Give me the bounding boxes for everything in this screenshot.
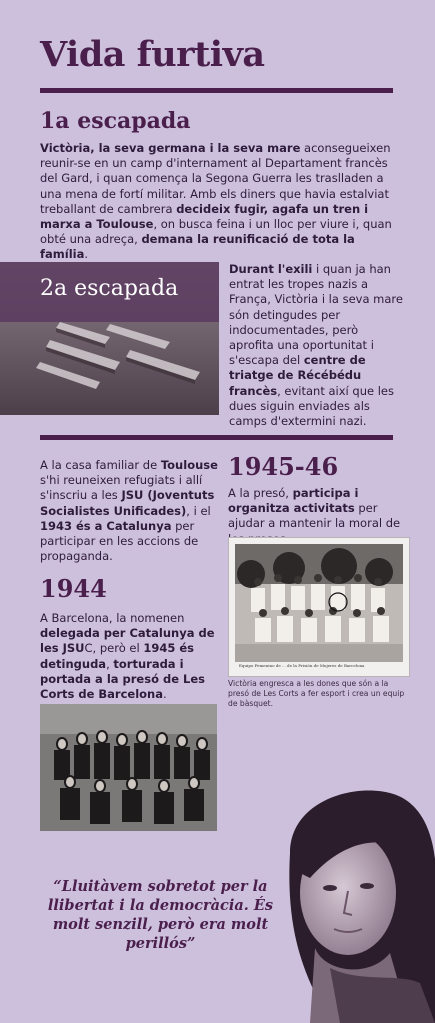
text-run: . xyxy=(163,687,167,702)
text-run: torturada i portada a la presó de Les Corts de Barcelona xyxy=(40,656,205,702)
photo-printed-caption: Equipo Femenino de ... de la Prisión de Mujeres de Barcelona xyxy=(239,663,365,668)
text-run: Toulouse xyxy=(160,458,218,472)
text-run: per ajudar a mantenir la moral de xyxy=(228,501,401,531)
text-run: delegada per Catalunya de les JSU xyxy=(40,626,215,656)
text-run: participa i organitza activitats xyxy=(228,486,359,516)
text-run: aconsegueixen reunir-se en un camp d'internament al Departament francès del Gard, i quan comença la Segona Guerra les traslladen a una mena de fortí militar. Amb els diners que havia estalviat treballant de cambrera xyxy=(40,141,391,216)
text-run: A Barcelona, la nomenen xyxy=(40,611,185,625)
text-run: demana la reunificació de tota la família xyxy=(40,232,355,262)
text-run: , xyxy=(106,656,114,671)
section-1-text xyxy=(40,141,395,263)
text-run: JSU (Joventuts Socialistes Unificades) xyxy=(40,488,215,518)
mid-rule xyxy=(40,435,393,440)
victoria-portrait xyxy=(270,783,435,1023)
text-run: Victòria, la seva germana i la seva mare xyxy=(40,141,301,155)
basketball-team-photo xyxy=(228,537,410,677)
section-2-heading: 2a escapada xyxy=(40,276,179,301)
text-run: 1943 és a Catalunya xyxy=(40,518,172,533)
text-run: decideix fugir, agafa un tren i marxa a Toulouse xyxy=(40,201,369,232)
quote: “Lluitàvem sobretot per la llibertat i la democràcia. És molt senzill, però era molt perillós” xyxy=(47,878,274,952)
section-1-heading: 1a escapada xyxy=(40,108,191,134)
text-run: A la casa familiar de xyxy=(40,458,161,472)
text-run: s'hi reuneixen refugiats i allí s'inscriu a les xyxy=(40,473,203,503)
text-run: , evitant així que les dues siguin enviades als camps d'extermini nazi. xyxy=(229,383,394,429)
women-group-photo xyxy=(40,704,217,831)
text-run: C, però el xyxy=(84,641,144,656)
page-title: Vida furtiva xyxy=(40,34,265,75)
text-run: A la presó, xyxy=(228,486,293,500)
section-1944-heading: 1944 xyxy=(40,574,107,603)
text-run: Durant l'exili xyxy=(229,262,313,276)
text-run: 1945 és detinguda xyxy=(40,641,194,671)
text-run: , on busca feina i un lloc per viure i, quan obté una adreça, xyxy=(40,217,392,247)
section-3-text xyxy=(40,458,220,564)
section-2-text xyxy=(229,262,404,429)
text-run: centre de triatge de Récébédu francès xyxy=(229,353,366,398)
text-run: i quan ja han entrat les tropes nazis a França, Victòria i la seva mare són detingudes per indocumentades, però aprofita una oportunitat i s'escapa del xyxy=(229,262,403,368)
title-rule xyxy=(40,88,393,93)
text-run: per participar en les accions de propaganda. xyxy=(40,518,199,564)
text-run: . xyxy=(84,247,88,262)
section-1945-heading: 1945-46 xyxy=(228,452,339,481)
text-run: , i el xyxy=(186,503,211,518)
photo-caption: Victòria engresca a les dones que són a la presó de Les Corts a fer esport i crea un equip de bàsquet. xyxy=(228,679,405,708)
section-1944-text xyxy=(40,611,220,702)
